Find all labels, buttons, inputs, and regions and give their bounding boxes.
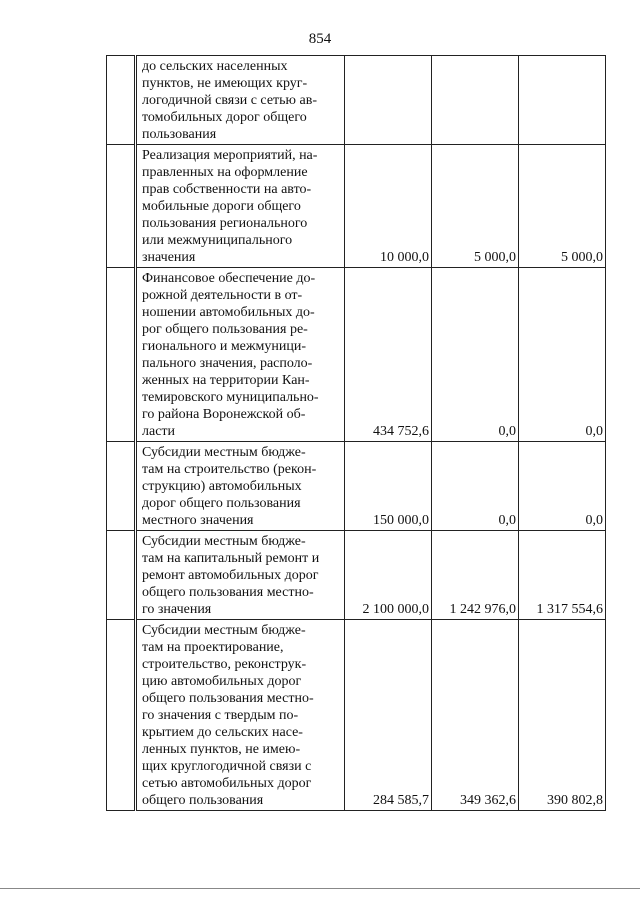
description-line: там на строительство (рекон- [142, 462, 317, 477]
description-line: пользования [142, 127, 217, 142]
description-line: го значения с твердым по- [142, 708, 299, 723]
bottom-rule [0, 888, 640, 889]
row-number-cell [107, 145, 136, 268]
amount-cell-1: 434 752,6 [345, 268, 432, 442]
description-line: пунктов, не имеющих круг- [142, 76, 308, 91]
description-line: ношении автомобильных до- [142, 305, 315, 320]
page-number: 854 [308, 31, 332, 47]
amount-cell-2: 5 000,0 [432, 145, 519, 268]
description-line: щих круглогодичной связи с [142, 759, 312, 774]
budget-table [106, 55, 606, 811]
description-cell [136, 145, 345, 268]
description-line: там на проектирование, [142, 640, 284, 655]
description-line: рог общего пользования ре- [142, 322, 308, 337]
description-line: ленных пунктов, не имею- [142, 742, 301, 757]
description-line: цию автомобильных дорог [142, 674, 302, 689]
description-line: Субсидии местным бюдже- [142, 623, 306, 638]
amount-cell-2: 0,0 [432, 268, 519, 442]
description-line: женных на территории Кан- [142, 373, 310, 388]
description-cell [136, 268, 345, 442]
row-number-cell [107, 531, 136, 620]
description-cell [136, 620, 345, 811]
description-cell [136, 442, 345, 531]
description-line: томобильных дорог общего [142, 110, 307, 125]
amount-cell-1: 150 000,0 [345, 442, 432, 531]
description-cell [136, 531, 345, 620]
amount-cell-3: 0,0 [519, 442, 606, 531]
description-line: значения [142, 250, 196, 265]
budget-table-body [107, 56, 606, 811]
description-line: сетью автомобильных дорог [142, 776, 312, 791]
description-line: местного значения [142, 513, 254, 528]
description-line: ремонт автомобильных дорог [142, 568, 319, 583]
description-line: го значения [142, 602, 212, 617]
description-line: общего пользования [142, 793, 264, 808]
amount-cell-3: 390 802,8 [519, 620, 606, 811]
amount-cell-2: 0,0 [432, 442, 519, 531]
amount-cell-1: 10 000,0 [345, 145, 432, 268]
row-number-cell [107, 620, 136, 811]
amount-cell-1: 2 100 000,0 [345, 531, 432, 620]
table-row [107, 145, 606, 268]
amount-cell-3 [519, 56, 606, 145]
description-line: рожной деятельности в от- [142, 288, 303, 303]
description-line: пального значения, располо- [142, 356, 313, 371]
table-row [107, 531, 606, 620]
amount-cell-3: 1 317 554,6 [519, 531, 606, 620]
description-line: общего пользования местно- [142, 691, 314, 706]
description-line: или межмуниципального [142, 233, 293, 248]
table-row [107, 268, 606, 442]
description-line: крытием до сельских насе- [142, 725, 303, 740]
amount-cell-3: 5 000,0 [519, 145, 606, 268]
table-row [107, 56, 606, 145]
description-line: гионального и межмуници- [142, 339, 307, 354]
description-line: правленных на оформление [142, 165, 308, 180]
amount-cell-2: 1 242 976,0 [432, 531, 519, 620]
row-number-cell [107, 442, 136, 531]
description-line: струкцию) автомобильных [142, 479, 302, 494]
description-line: дорог общего пользования [142, 496, 301, 511]
description-cell [136, 56, 345, 145]
description-line: до сельских населенных [142, 59, 288, 74]
amount-cell-3: 0,0 [519, 268, 606, 442]
description-line: там на капитальный ремонт и [142, 551, 320, 566]
table-row [107, 620, 606, 811]
amount-cell-1 [345, 56, 432, 145]
amount-cell-1: 284 585,7 [345, 620, 432, 811]
description-line: Субсидии местным бюдже- [142, 534, 306, 549]
description-line: мобильные дороги общего [142, 199, 301, 214]
description-line: Финансовое обеспечение до- [142, 271, 316, 286]
description-line: Субсидии местным бюдже- [142, 445, 306, 460]
description-line: ласти [142, 424, 176, 439]
description-line: строительство, реконструк- [142, 657, 307, 672]
description-line: логодичной связи с сетью ав- [142, 93, 317, 108]
description-line: темировского муниципально- [142, 390, 319, 405]
description-line: пользования регионального [142, 216, 308, 231]
description-line: Реализация мероприятий, на- [142, 148, 318, 163]
row-number-cell [107, 268, 136, 442]
amount-cell-2 [432, 56, 519, 145]
row-number-cell [107, 56, 136, 145]
description-line: общего пользования местно- [142, 585, 314, 600]
table-row [107, 442, 606, 531]
amount-cell-2: 349 362,6 [432, 620, 519, 811]
description-line: прав собственности на авто- [142, 182, 312, 197]
description-line: го района Воронежской об- [142, 407, 306, 422]
